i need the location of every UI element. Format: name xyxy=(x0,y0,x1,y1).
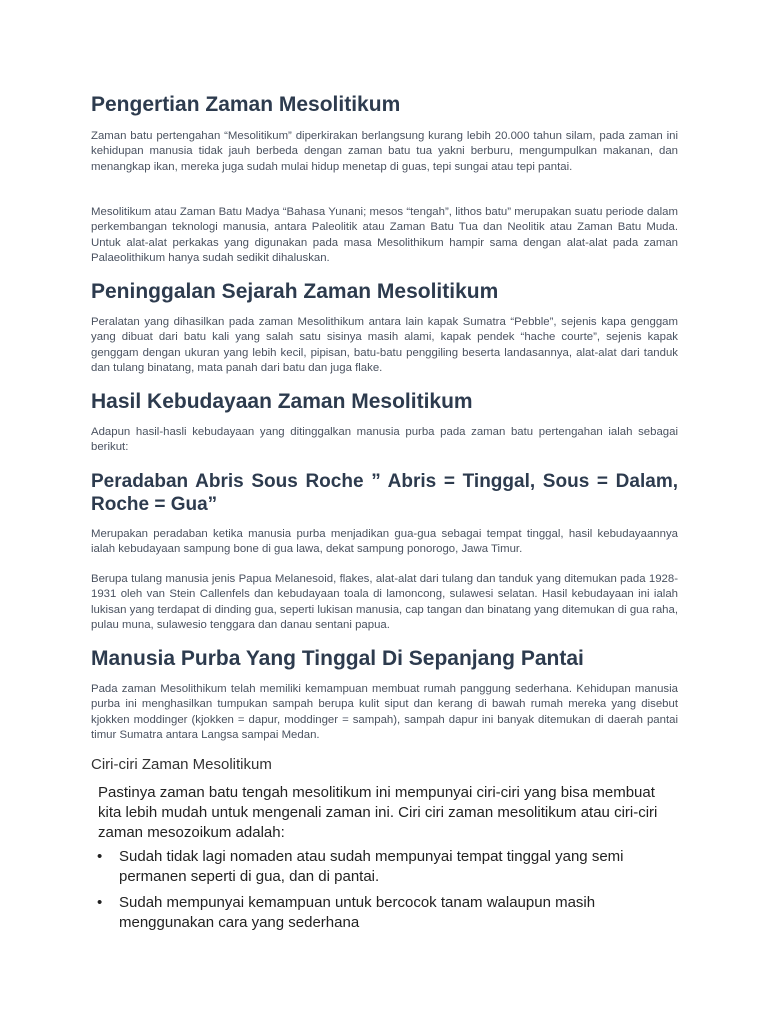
section-title-hasil-kebudayaan: Hasil Kebudayaan Zaman Mesolitikum xyxy=(91,390,473,413)
ciri-ciri-list xyxy=(91,847,678,939)
paragraph: Mesolitikum atau Zaman Batu Madya “Bahasa Yunani; mesos “tengah”, lithos batu” merupakan suatu periode dalam perkembangan teknologi manusia, antara Paleolitik atau Zaman Batu Tua dan Neolitik atau Zaman Batu Muda. Untuk alat-alat perkakas yang digunakan pada masa Mesolithikum hampir sama dengan alat-alat pada zaman Palaeolithikum hanya sudah sedikit dihaluskan. xyxy=(91,206,678,264)
list-item xyxy=(91,893,679,933)
paragraph: Adapun hasil-hasli kebudayaan yang ditinggalkan manusia purba pada zaman batu pertengahan ialah sebagai berikut: xyxy=(91,426,678,454)
section-title-abris-sous-roche: Peradaban Abris Sous Roche ” Abris = Tinggal, Sous = Dalam, Roche = Gua” xyxy=(91,471,678,515)
list-item xyxy=(91,847,679,887)
paragraph: Pada zaman Mesolithikum telah memiliki kemampuan membuat rumah panggung sederhana. Kehidupan manusia purba ini menghasilkan tumpukan sampah berupa kulit siput dan kerang di bawah rumah mereka yang disebut kjokken moddinger (kjokken = dapur, moddinger = sampah), sampah dapur ini banyak ditemukan di daerah pantai timur Sumatra antara Langsa sampai Medan. xyxy=(91,683,678,741)
list-item-text: Sudah mempunyai kemampuan untuk bercocok tanam walaupun masih menggunakan cara yang sederhana xyxy=(119,894,596,931)
ciri-ciri-intro: Pastinya zaman batu tengah mesolitikum ini mempunyai ciri-ciri yang bisa membuat kita lebih mudah untuk mengenali zaman ini. Ciri ciri zaman mesolitikum atau ciri-ciri zaman mesozoikum adalah: xyxy=(98,784,658,841)
ciri-ciri-heading: Ciri-ciri Zaman Mesolitikum xyxy=(91,756,272,773)
section-title-peninggalan: Peninggalan Sejarah Zaman Mesolitikum xyxy=(91,280,499,303)
list-item-text: Sudah tidak lagi nomaden atau sudah mempunyai tempat tinggal yang semi permanen seperti di gua, dan di pantai. xyxy=(119,848,624,885)
paragraph: Peralatan yang dihasilkan pada zaman Mesolithikum antara lain kapak Sumatra “Pebble”, sejenis kapa genggam yang dibuat dari batu kali yang salah satu sisinya masih alami, kapak pendek “hache courte”, sejenis kapak genggam dengan ukuran yang lebih kecil, pipisan, batu-batu penggiling beserta landasannya, alat-alat dari tanduk dan tulang binatang, mata panah dari batu dan juga flake. xyxy=(91,316,678,374)
bullet-icon: • xyxy=(97,848,103,865)
bullet-icon: • xyxy=(97,894,103,911)
paragraph: Berupa tulang manusia jenis Papua Melanesoid, flakes, alat-alat dari tulang dan tanduk yang ditemukan pada 1928-1931 oleh van Stein Callenfels dan kebudayaan toala di lamoncong, sulawesi selatan. Hasil kebudayaan ini ialah lukisan yang terdapat di dinding gua, seperti lukisan manusia, cap tangan dan binatang yang ditemukan di gua raha, pulau muna, sulawesio tenggara dan danau sentani papua. xyxy=(91,573,678,631)
paragraph: Merupakan peradaban ketika manusia purba menjadikan gua-gua sebagai tempat tinggal, hasil kebudayaannya ialah kebudayaan sampung bone di gua lawa, dekat sampung ponorogo, Jawa Timur. xyxy=(91,528,678,556)
section-title-manusia-purba-pantai: Manusia Purba Yang Tinggal Di Sepanjang Pantai xyxy=(91,647,584,670)
paragraph: Zaman batu pertengahan “Mesolitikum” diperkirakan berlangsung kurang lebih 20.000 tahun silam, pada zaman ini kehidupan manusia tidak jauh berbeda dengan zaman batu tua yakni berburu, mengumpulkan makanan, dan menangkap ikan, mereka juga sudah mulai hidup menetap di guas, tepi sungai atau tepi pantai. xyxy=(91,130,678,173)
section-title-pengertian: Pengertian Zaman Mesolitikum xyxy=(91,93,401,116)
